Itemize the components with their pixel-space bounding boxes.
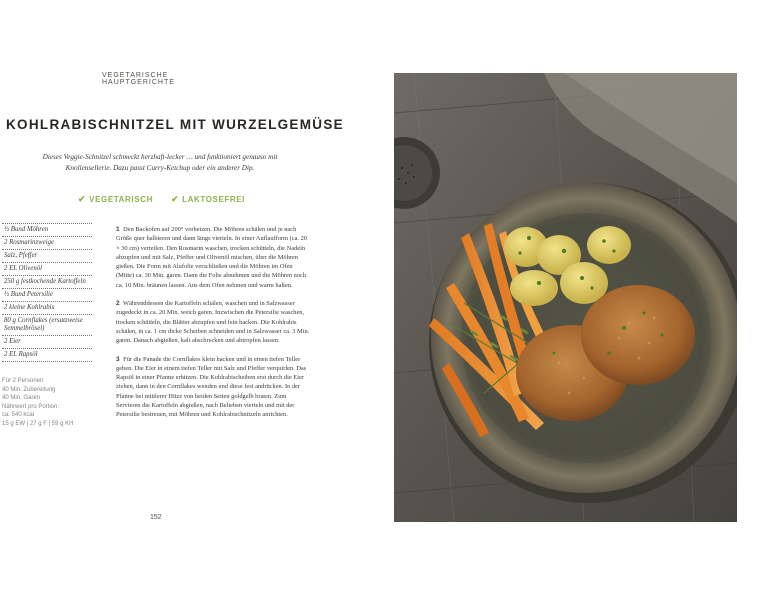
servings: Für 2 Personen [2,378,44,384]
step-text: Für die Panade die Cornflakes klein hacken und in einen tiefen Teller geben. Die Eier in einem tiefen Teller mit Salz und Pfeffer verquirlen. Das Rapsöl in einer Pfanne erhitzen. Die Kohlrabischeiben erst durch die Eier ziehen, dann in den Cornflakes wenden und diese fest andrücken. In der Pfanne bei mittlerer Hitze von beiden Seiten goldgelb braten. Zum Servieren die Kartoffeln abgießen, nach Belieben vierteln und mit der Petersilie bestreuen, mit Möhren und Kohlrabischnitzeln anrichten. [116,355,307,419]
ingredient-item: 80 g Cornflakes (ersatzweise Semmelbrösel) [2,314,92,335]
instruction-step [116,225,310,290]
section-header: VEGETARISCHE HAUPTGERICHTE [102,72,175,86]
ingredient-item: ½ Bund Petersilie [2,288,92,301]
recipe-meta [2,377,92,428]
ingredient-item: 2 kleine Kohlrabis [2,301,92,314]
cook-time: 40 Min. Garen [2,395,41,401]
recipe-title: KOHLRABISCHNITZEL MIT WURZELGEMÜSE [6,117,344,132]
calories: ca. 540 kcal [2,412,35,418]
tag-label: VEGETARISCH [89,195,153,204]
dish-photo [394,73,737,522]
step-number: 1 [116,226,120,233]
ingredient-item: ½ Bund Möhren [2,223,92,236]
ingredient-item: 2 Eier [2,335,92,348]
recipe-intro: Dieses Veggie-Schnitzel schmeckt herzhaft-lecker … und funktioniert genauso mit Knollensellerie. Dazu passt Curry-Ketchup oder ein anderer Dip. [42,153,278,172]
prep-time: 40 Min. Zubereitung [2,386,56,393]
ingredient-item: 2 Rosmarinzweige [2,236,92,249]
instructions [116,225,310,429]
checkmark-icon: ✔ [170,194,180,204]
ingredient-item: 250 g festkochende Kartoffeln [2,275,92,288]
step-number: 2 [116,300,120,308]
macros: 15 g EW | 27 g F | 59 g KH [2,420,74,427]
ingredient-item: Salz, Pfeffer [2,249,92,262]
step-text: Währenddessen die Kartoffeln schälen, waschen und in Salzwasser zugedeckt in ca. 20 Min. weich garen. Inzwischen die Petersilie waschen, trocken schütteln, die Blätter abzupfen und fein hacken. Die Kohlrabis schälen, in ca. 1 cm dicke Scheiben schneiden und in Salzwasser ca. 3 Min. garen. Danach abgießen, kalt abschrecken und abtropfen lassen. [116,300,310,345]
tag-label: LAKTOSEFREI [182,195,246,204]
step-text: Den Backofen auf 200° vorheizen. Die Möhren schälen und je nach Größe quer halbieren und dann längs vierteln. In einer Auflaufform (ca. 20 × 30 cm) verteilen. Den Rosmarin waschen, trocken schütteln, die Nadeln abzupfen und mit Salz, Pfeffer und Olivenöl mischen, über die Möhren gießen. Die Form mit Alufolie verschließen und die Möhren im Ofen (Mitte) ca. 30 Min. garen. Dann die Folie abnehmen und die Möhren noch ca. 10 Min. bräunen lassen. Aus dem Ofen nehmen und warm halten. [116,226,308,289]
instruction-step [116,355,310,420]
step-number: 3 [116,355,120,363]
checkmark-icon: ✔ [78,194,87,204]
instruction-step [116,299,310,345]
ingredient-item: 2 EL Olivenöl [2,262,92,275]
nutrition-label: Nährwert pro Portion: [2,403,60,410]
diet-tags [78,194,278,205]
page-number: 152 [150,514,162,521]
tag-vegetarian [78,194,153,205]
tag-lactose-free [171,194,245,205]
ingredient-item: 2 EL Rapsöl [2,348,92,362]
ingredient-list [2,223,92,362]
